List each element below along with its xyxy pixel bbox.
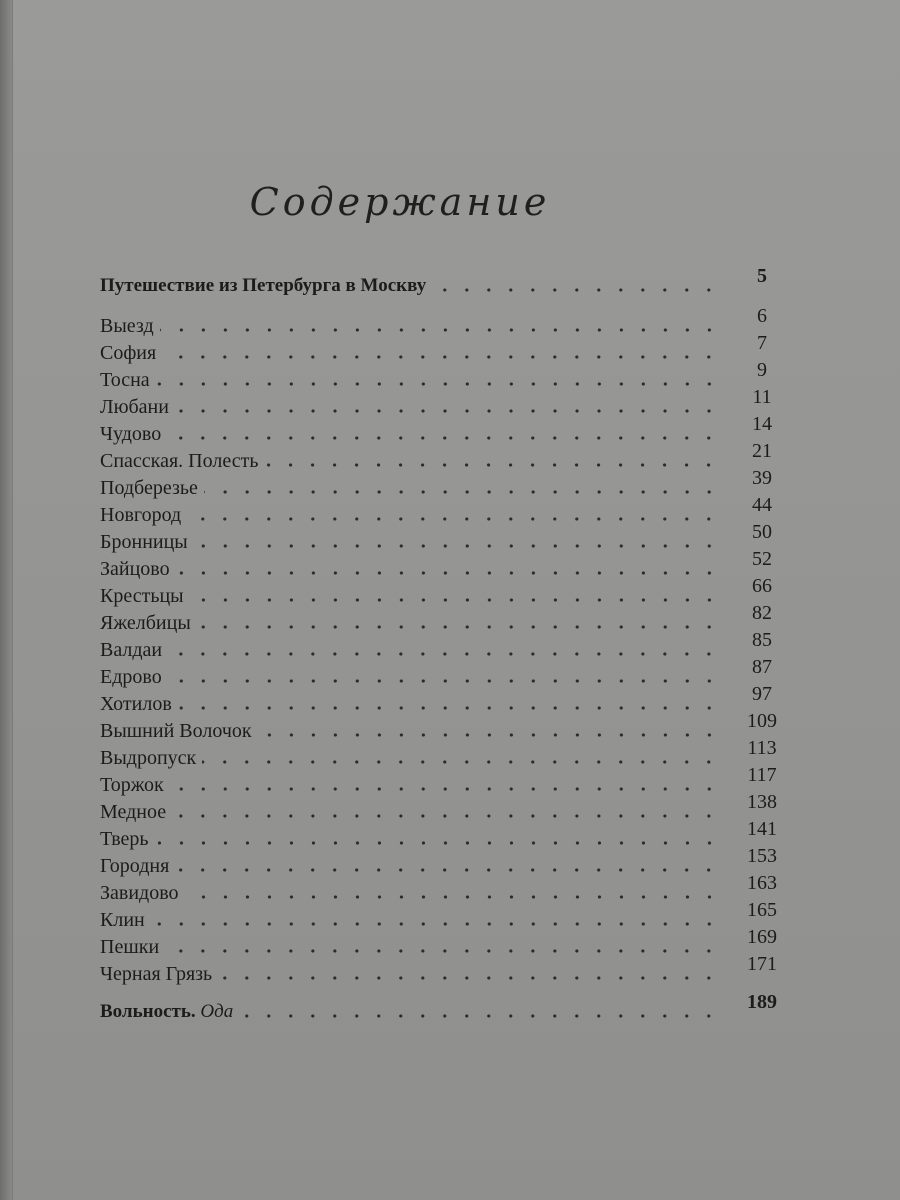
toc-page-number: 109 (747, 710, 777, 732)
toc-entry-label: Валдаи (100, 639, 163, 661)
toc-entry (100, 602, 790, 635)
toc-entry-label: Клин (100, 909, 145, 931)
toc-page-number: 87 (752, 656, 772, 678)
toc-entry (100, 683, 790, 716)
toc-entry-label: Тосна (100, 369, 150, 391)
toc-entry-label: Пешки (100, 936, 160, 958)
toc-page-number: 6 (757, 305, 767, 327)
toc-page-number: 97 (752, 683, 772, 705)
toc-page-number: 11 (752, 386, 772, 408)
final-entry-subtitle: Ода (200, 1001, 234, 1022)
toc-entry-label: Чудово (100, 423, 162, 445)
toc-page-number: 21 (752, 440, 772, 462)
toc-entry-label: Едрово (100, 666, 162, 688)
toc-page-number: 189 (747, 991, 777, 1013)
toc-entry-label: Черная Грязь (100, 963, 213, 985)
toc-entry-label: Тверь (100, 828, 149, 850)
toc-entry-label (100, 1000, 239, 1024)
toc-entry (100, 953, 790, 986)
toc-entry (100, 575, 790, 608)
toc-entry (100, 899, 790, 932)
toc-page-number: 163 (747, 872, 777, 894)
page-title: Содержание (249, 180, 551, 224)
toc-entry (100, 413, 790, 446)
toc-entry-final (100, 991, 790, 1024)
toc-entry-label: Крестьцы (100, 585, 184, 607)
toc-entry-label: Городня (100, 855, 170, 877)
toc-entry-label: Медное (100, 801, 167, 823)
toc-entry (100, 629, 790, 662)
toc-entry-label: Подберезье (100, 477, 198, 499)
toc-page-number: 171 (747, 953, 777, 975)
toc-entry (100, 710, 790, 743)
toc-entry (100, 791, 790, 824)
toc-entry-label: Спасская. Полесть (100, 450, 259, 472)
toc-entry-label: Любани (100, 396, 169, 418)
toc-entry (100, 494, 790, 527)
toc-page-number: 50 (752, 521, 772, 543)
toc-entry-label: Зайцово (100, 558, 170, 580)
toc-page-number: 9 (757, 359, 767, 381)
toc-page-number: 52 (752, 548, 772, 570)
toc-page-number: 141 (747, 818, 777, 840)
toc-entry (100, 764, 790, 797)
toc-page-number: 85 (752, 629, 772, 651)
toc-entry (100, 265, 790, 298)
toc-page-number: 66 (752, 575, 772, 597)
toc-entry-label: София (100, 342, 157, 364)
toc-page-number: 44 (752, 494, 772, 516)
toc-entry-label: Торжок (100, 774, 164, 796)
toc-entry (100, 359, 790, 392)
toc-entry (100, 521, 790, 554)
toc-entry-label: Хотилов (100, 693, 172, 715)
toc-entry (100, 872, 790, 905)
toc-entry (100, 305, 790, 338)
toc-entry-label: Яжелбицы (100, 612, 191, 634)
dot-leader (239, 1004, 720, 1028)
toc-page-number: 117 (747, 764, 777, 786)
toc-entry-label: Бронницы (100, 531, 188, 553)
toc-entry (100, 656, 790, 689)
toc-entry (100, 548, 790, 581)
toc-entry (100, 737, 790, 770)
toc-entry-label: Новгород (100, 504, 182, 526)
toc-entry (100, 440, 790, 473)
toc-page-number: 5 (757, 265, 767, 287)
toc-entry-label: Путешествие из Петербурга в Москву (100, 275, 427, 296)
toc-page-number: 153 (747, 845, 777, 867)
toc-page-number: 165 (747, 899, 777, 921)
toc-entry-label: Завидово (100, 882, 179, 904)
dot-leader (218, 966, 720, 990)
dot-leader (432, 278, 720, 302)
toc-entry (100, 818, 790, 851)
toc-entry-label: Выезд (100, 315, 154, 337)
toc-entry-label: Выдропуск (100, 747, 197, 769)
toc-page-number: 39 (752, 467, 772, 489)
toc-entry-label: Вышний Волочок (100, 720, 252, 742)
toc-page-number: 138 (747, 791, 777, 813)
final-entry-title: Вольность. (100, 1001, 196, 1022)
toc-page-number: 14 (752, 413, 772, 435)
toc-page-number: 169 (747, 926, 777, 948)
toc-entry (100, 386, 790, 419)
toc-page-number: 113 (747, 737, 777, 759)
toc-page-number: 82 (752, 602, 772, 624)
toc-entry (100, 467, 790, 500)
toc-page-number: 7 (757, 332, 767, 354)
toc-entry (100, 926, 790, 959)
toc-entry (100, 845, 790, 878)
toc-entry (100, 332, 790, 365)
